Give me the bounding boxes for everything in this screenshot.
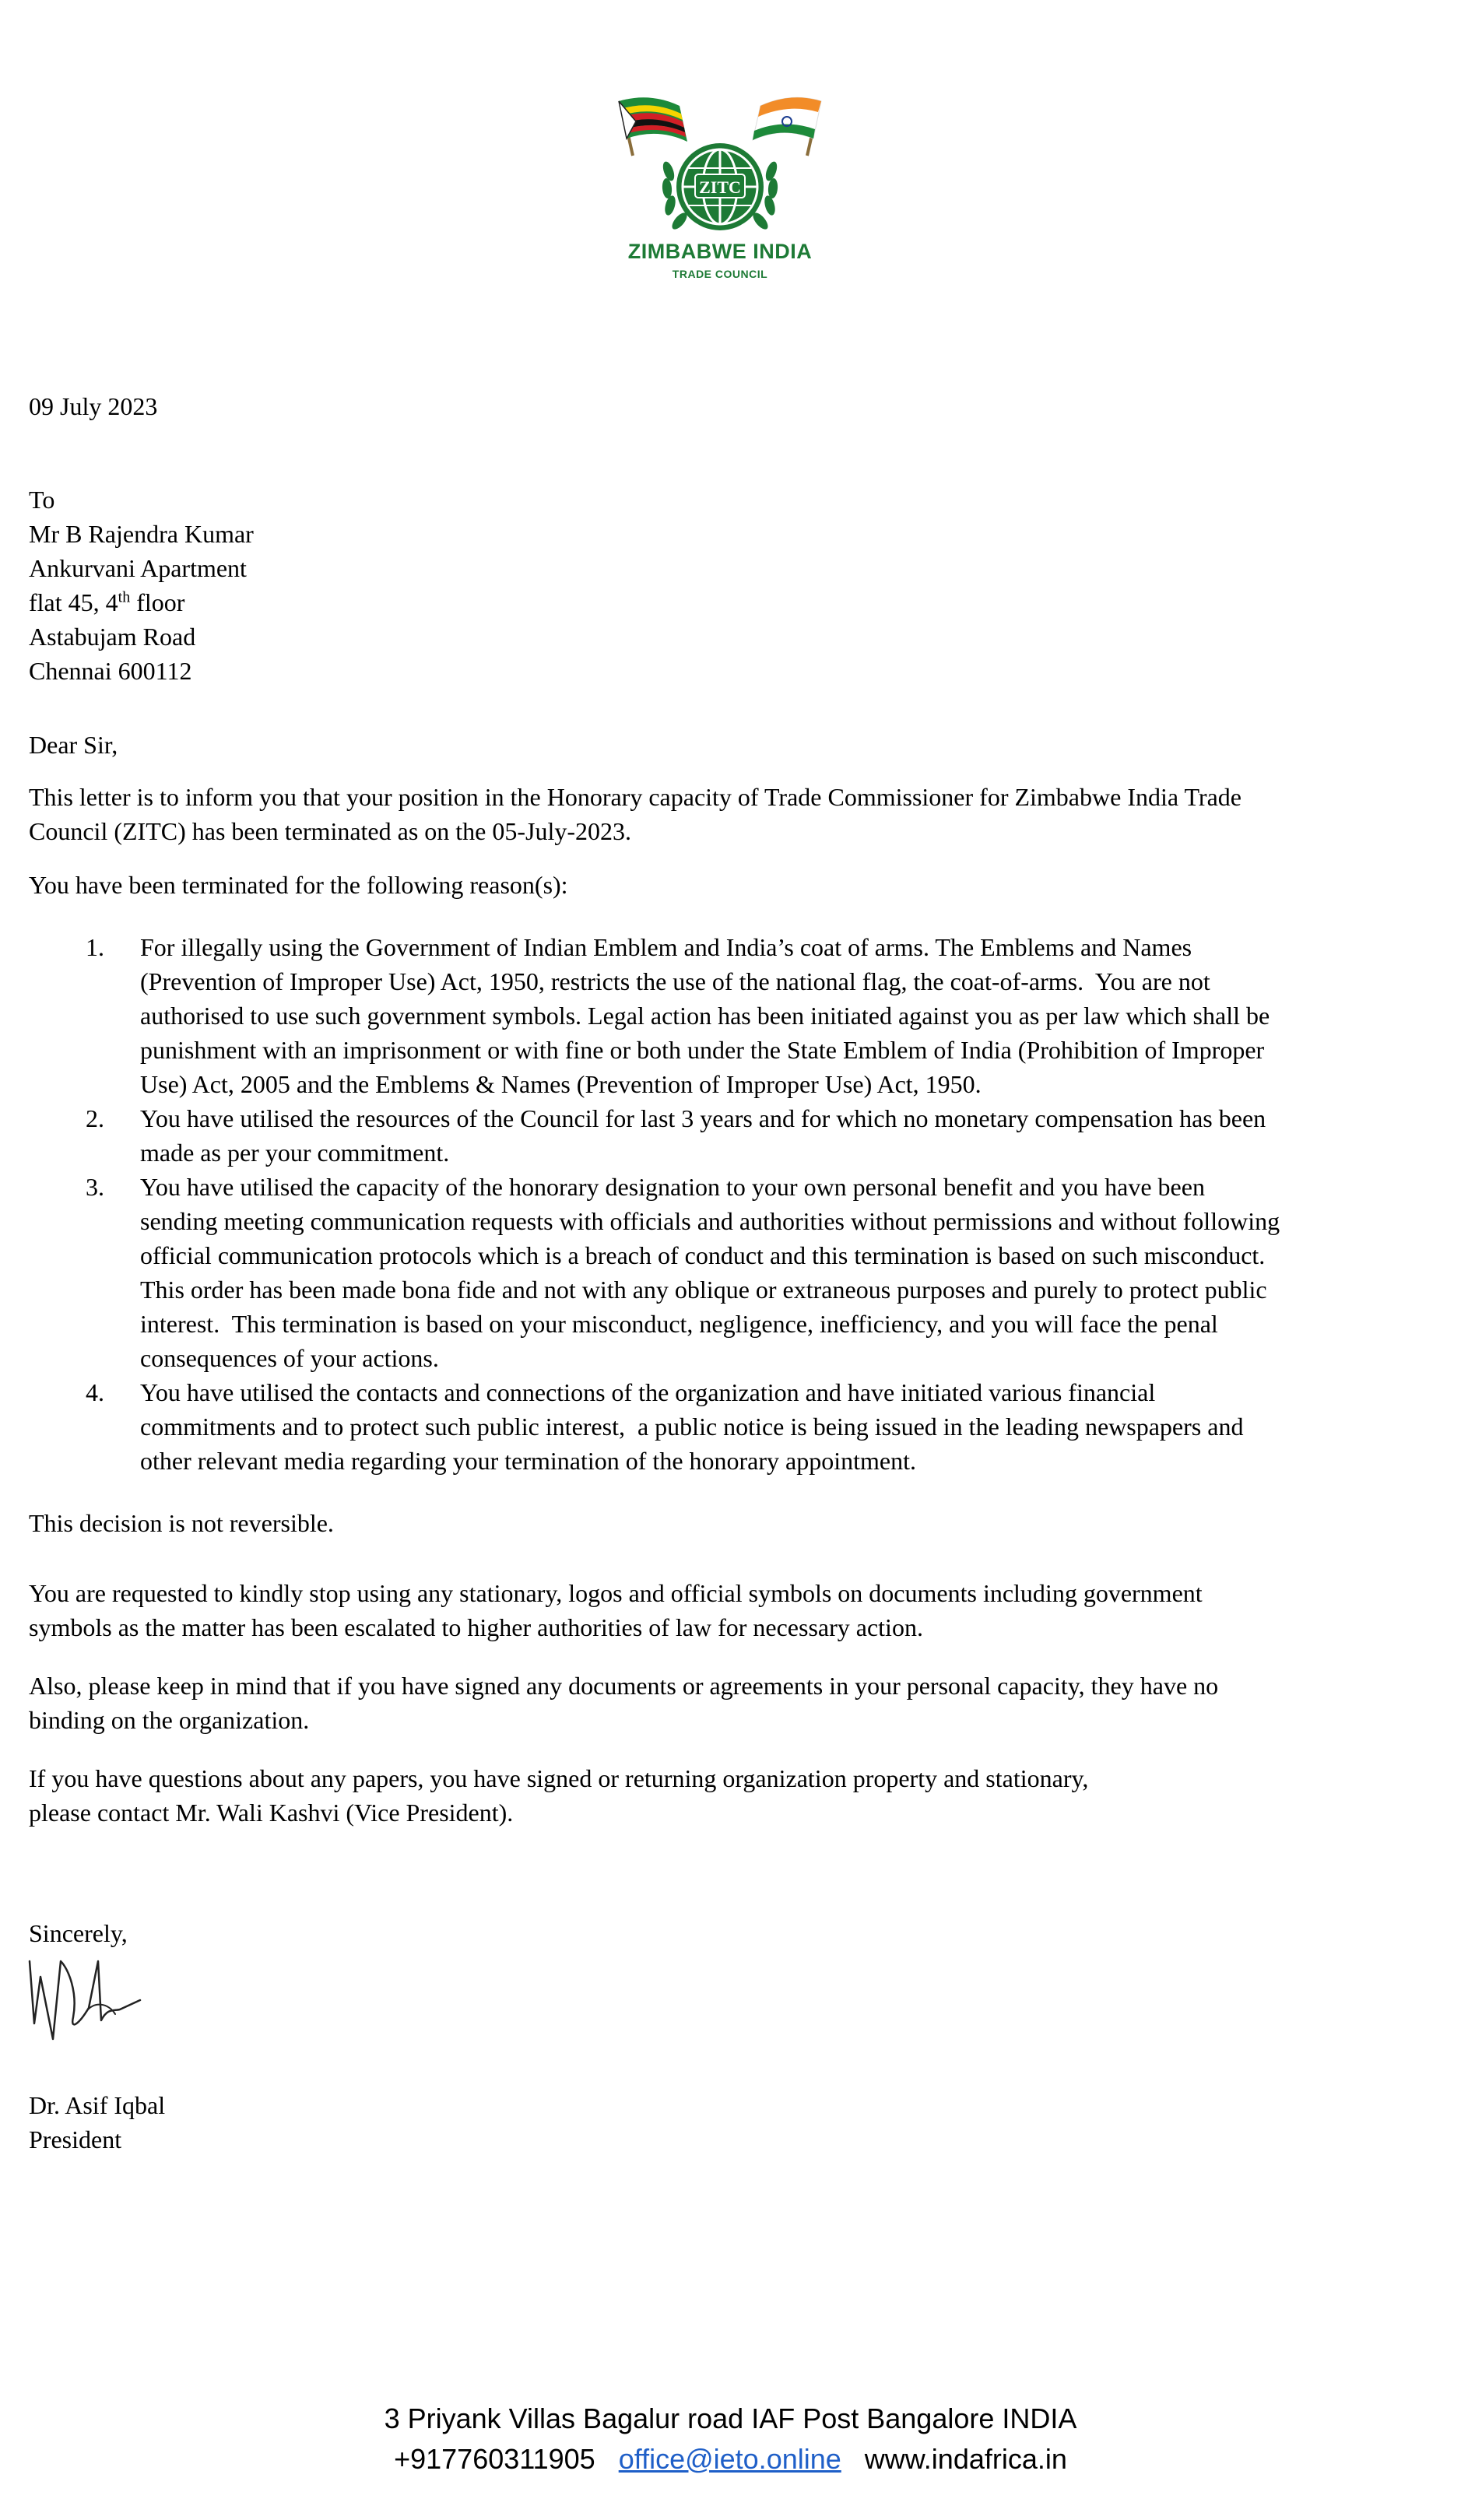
signer-block	[29, 2088, 1407, 2157]
recipient-address-line: Chennai 600112	[29, 657, 192, 685]
list-number: 3.	[86, 1173, 104, 1201]
address-text: floor	[130, 588, 185, 616]
list-item	[29, 930, 1414, 1101]
list-number: 1.	[86, 933, 104, 961]
list-item	[29, 1101, 1414, 1170]
signer-title: President	[29, 2125, 122, 2153]
list-line: consequences of your actions.	[140, 1344, 439, 1372]
address-text: flat 45, 4	[29, 588, 118, 616]
signer-name: Dr. Asif Iqbal	[29, 2091, 166, 2119]
footer-email-link[interactable]: office@ieto.online	[618, 2443, 841, 2475]
footer-contact	[0, 2439, 1461, 2480]
recipient-block	[29, 483, 1407, 688]
footer-website: www.indafrica.in	[864, 2443, 1067, 2475]
paragraph-line: symbols as the matter has been escalated to higher authorities of law for necessary action.	[29, 1613, 923, 1641]
zitc-emblem-icon	[588, 78, 852, 241]
paragraph-line: binding on the organization.	[29, 1706, 310, 1734]
list-item	[29, 1170, 1414, 1375]
request-paragraph	[29, 1576, 1407, 1644]
logo-subtitle: TRADE COUNCIL	[672, 268, 768, 280]
footer	[0, 2399, 1461, 2480]
recipient-address-line	[29, 585, 1407, 619]
list-number: 4.	[86, 1378, 104, 1406]
questions-paragraph	[29, 1761, 1407, 1830]
paragraph-line: please contact Mr. Wali Kashvi (Vice President).	[29, 1799, 514, 1827]
list-line: sending meeting communication requests with officials and authorities without permissions and without following	[140, 1207, 1280, 1235]
list-line: official communication protocols which is a breach of conduct and this termination is based on such misconduct.	[140, 1241, 1266, 1269]
footer-address: 3 Priyank Villas Bagalur road IAF Post Bangalore INDIA	[384, 2402, 1077, 2434]
reasons-heading: You have been terminated for the following reason(s):	[29, 871, 568, 899]
list-line: You have utilised the capacity of the honorary designation to your own personal benefit and you have been	[140, 1173, 1205, 1201]
intro-paragraph	[29, 780, 1407, 848]
salutation: Dear Sir,	[29, 731, 118, 759]
paragraph-line: You are requested to kindly stop using any stationary, logos and official symbols on documents including government	[29, 1579, 1203, 1607]
paragraph-line: Also, please keep in mind that if you have signed any documents or agreements in your personal capacity, they have no	[29, 1672, 1219, 1700]
india-flag-icon	[753, 97, 821, 156]
list-line: You have utilised the resources of the Council for last 3 years and for which no monetary compensation has been	[140, 1104, 1266, 1132]
zitc-logo	[588, 78, 852, 296]
emblem-text: ZITC	[699, 177, 741, 197]
decision-statement: This decision is not reversible.	[29, 1509, 334, 1537]
list-line: For illegally using the Government of Indian Emblem and India’s coat of arms. The Emblems and Names	[140, 933, 1192, 961]
also-paragraph	[29, 1669, 1407, 1737]
list-line: authorised to use such government symbols. Legal action has been initiated against you as per law which shall be	[140, 1002, 1270, 1030]
closing: Sincerely,	[29, 1919, 128, 1947]
footer-phone: +917760311905	[394, 2443, 595, 2475]
list-line: This order has been made bona fide and not with any oblique or extraneous purposes and purely to protect public	[140, 1276, 1267, 1304]
list-line: You have utilised the contacts and connections of the organization and have initiated various financial	[140, 1378, 1156, 1406]
list-line: punishment with an imprisonment or with fine or both under the State Emblem of India (Prohibition of Improper	[140, 1036, 1265, 1064]
list-line: other relevant media regarding your termination of the honorary appointment.	[140, 1447, 916, 1475]
reasons-list	[29, 930, 1414, 1478]
list-line: interest. This termination is based on your misconduct, negligence, inefficiency, and you will face the penal	[140, 1310, 1218, 1338]
logo-title: ZIMBABWE INDIA	[627, 240, 813, 263]
recipient-name: Mr B Rajendra Kumar	[29, 520, 254, 548]
paragraph-line: If you have questions about any papers, you have signed or returning organization property and stationary,	[29, 1764, 1089, 1792]
list-item	[29, 1375, 1414, 1478]
signature-icon	[23, 1946, 156, 2062]
recipient-address-line: Astabujam Road	[29, 623, 196, 651]
list-number: 2.	[86, 1104, 104, 1132]
list-line: Use) Act, 2005 and the Emblems & Names (Prevention of Improper Use) Act, 1950.	[140, 1070, 982, 1098]
recipient-address-line: Ankurvani Apartment	[29, 554, 247, 582]
address-superscript: th	[118, 588, 131, 606]
letter-date: 09 July 2023	[29, 392, 158, 420]
paragraph-line: Council (ZITC) has been terminated as on the 05-July-2023.	[29, 817, 632, 845]
zimbabwe-flag-icon	[619, 97, 687, 156]
list-line: (Prevention of Improper Use) Act, 1950, restricts the use of the national flag, the coat-of-arms. You are not	[140, 967, 1210, 995]
paragraph-line: This letter is to inform you that your position in the Honorary capacity of Trade Commissioner for Zimbabwe India Trade	[29, 783, 1241, 811]
list-line: commitments and to protect such public interest, a public notice is being issued in the leading newspapers and	[140, 1413, 1244, 1441]
recipient-to: To	[29, 486, 55, 514]
list-line: made as per your commitment.	[140, 1139, 450, 1167]
